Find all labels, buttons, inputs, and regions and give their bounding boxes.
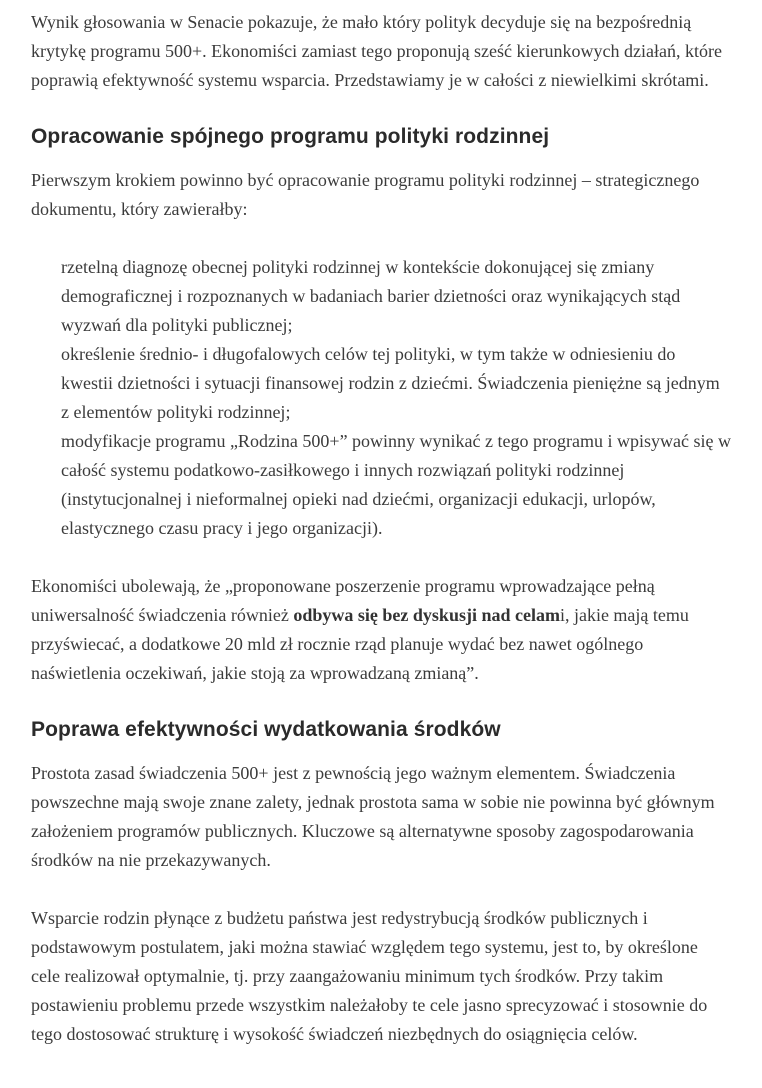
intro-paragraph: Wynik głosowania w Senacie pokazuje, że mało który polityk decyduje się na bezpośrednią krytykę programu 500+. Ekonomiści zamiast tego proponują sześć kierunkowych działań, które poprawią efektywność systemu wsparcia. Przedstawiamy je w całości z niewielkimi skrótami. bbox=[31, 12, 722, 90]
paragraph-budget-support: Wsparcie rodzin płynące z budżetu państwa jest redystrybucją środków publicznych i podstawowym postulatem, jaki można stawiać względem tego systemu, jest to, by określone cele realizował optymalnie, tj. przy zaangażowaniu minimum tych środków. Przy takim postawieniu problemu przede wszystkim należałoby te cele jasno sprecyzować i stosownie do tego dostosować strukturę i wysokość świadczeń niezbędnych do osiągnięcia celów. bbox=[31, 908, 708, 1044]
recommendations-list bbox=[31, 253, 731, 543]
section-heading-spending-efficiency: Poprawa efektywności wydatkowania środków bbox=[31, 718, 501, 741]
quote-bold-emphasis: odbywa się bez dyskusji nad celam bbox=[293, 605, 560, 625]
section-heading-family-policy-program: Opracowanie spójnego programu polityki rodzinnej bbox=[31, 125, 550, 148]
quote-text-before: Ekonomiści ubolewają, że „proponowane poszerzenie programu wprowadzające pełną uniwersalność świadczenia również bbox=[31, 576, 655, 625]
list-item-modifications: modyfikacje programu „Rodzina 500+” powinny wynikać z tego programu i wpisywać się w całość systemu podatkowo-zasiłkowego i innych rozwiązań polityki rodzinnej (instytucjonalnej i nieformalnej opieki nad dziećmi, organizacji edukacji, urlopów, elastycznego czasu pracy i jego organizacji). bbox=[61, 431, 731, 538]
list-item-diagnosis: rzetelną diagnozę obecnej polityki rodzinnej w kontekście dokonującej się zmiany demograficznej i rozpoznanych w badaniach barier dzietności oraz wynikających stąd wyzwań dla polityki publicznej; bbox=[61, 257, 681, 335]
lead-paragraph: Pierwszym krokiem powinno być opracowanie programu polityki rodzinnej – strategicznego dokumentu, który zawierałby: bbox=[31, 170, 700, 219]
list-item-goals: określenie średnio- i długofalowych celów tej polityki, w tym także w odniesieniu do kwestii dzietności i sytuacji finansowej rodzin z dziećmi. Świadczenia pieniężne są jednym z elementów polityki rodzinnej; bbox=[61, 344, 720, 422]
quote-paragraph bbox=[31, 572, 731, 688]
quote-text-after: i, jakie mają temu przyświecać, a dodatkowe 20 mld zł rocznie rząd planuje wydać bez nawet ogólnego naświetlenia oczekiwań, jakie stoją za wprowadzaną zmianą”. bbox=[31, 605, 689, 683]
paragraph-simplicity: Prostota zasad świadczenia 500+ jest z pewnością jego ważnym elementem. Świadczenia powszechne mają swoje znane zalety, jednak prostota sama w sobie nie powinna być głównym założeniem programów publicznych. Kluczowe są alternatywne sposoby zagospodarowania środków na nie przekazywanych. bbox=[31, 763, 715, 870]
